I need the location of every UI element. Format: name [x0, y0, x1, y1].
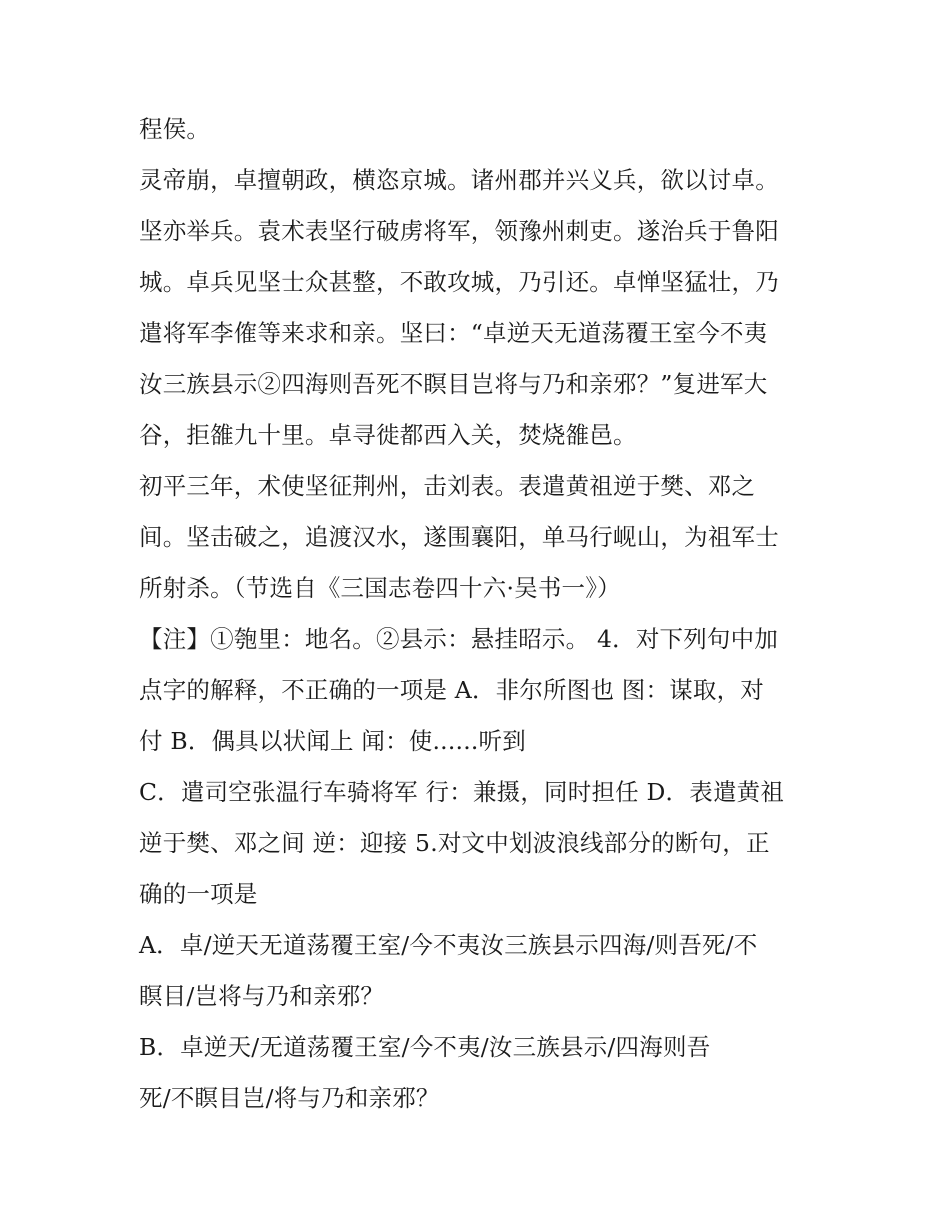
text-line: 汝三族县示②四海则吾死不瞑目岂将与乃和亲邪？”复进军大 — [139, 370, 768, 398]
text-line: 谷，拒雒九十里。卓寻徙都西入关，焚烧雒邑。 — [139, 421, 637, 449]
text-line: 逆于樊、邓之间 逆：迎接 5.对文中划波浪线部分的断句，正 — [139, 829, 770, 857]
text-line: 确的一项是 — [139, 880, 258, 908]
text-line: C．遣司空张温行车骑将军 行：兼摄，同时担任 D．表遣黄祖 — [139, 778, 785, 806]
text-line: 城。卓兵见坚士众甚整，不敢攻城，乃引还。卓惮坚猛壮，乃 — [139, 268, 779, 296]
document-body — [139, 108, 819, 1128]
text-line: 初平三年，术使坚征荆州，击刘表。表遣黄祖逆于樊、邓之 — [139, 472, 756, 500]
text-line: 瞑目/岂将与乃和亲邪？ — [139, 982, 385, 1010]
text-line: 【注】①匏里：地名。②县示：悬挂昭示。 4．对下列句中加 — [139, 625, 779, 653]
text-line: 间。坚击破之，追渡汉水，遂围襄阳，单马行岘山，为祖军士 — [139, 523, 779, 551]
text-line: 所射杀。（节选自《三国志卷四十六·吴书一》） — [139, 574, 621, 602]
text-line: 付 B．偶具以状闻上 闻：使......听到 — [139, 727, 526, 755]
text-line: 遣将军李傕等来求和亲。坚曰：“卓逆天无道荡覆王室今不夷 — [139, 319, 768, 347]
text-line: A．卓/逆天无道荡覆王室/今不夷汝三族县示四海/则吾死/不 — [139, 931, 758, 959]
text-line: 坚亦举兵。袁术表坚行破虏将军，领豫州刺吏。遂治兵于鲁阳 — [139, 217, 779, 245]
text-line: 灵帝崩，卓擅朝政，横恣京城。诸州郡并兴义兵，欲以讨卓。 — [139, 166, 779, 194]
text-line: 死/不瞑目岂/将与乃和亲邪？ — [139, 1084, 440, 1112]
text-line: 点字的解释，不正确的一项是 A．非尔所图也 图：谋取，对 — [139, 676, 765, 704]
text-line: 程侯。 — [139, 115, 211, 143]
text-line: B．卓逆天/无道荡覆王室/今不夷/汝三族县示/四海则吾 — [139, 1033, 711, 1061]
